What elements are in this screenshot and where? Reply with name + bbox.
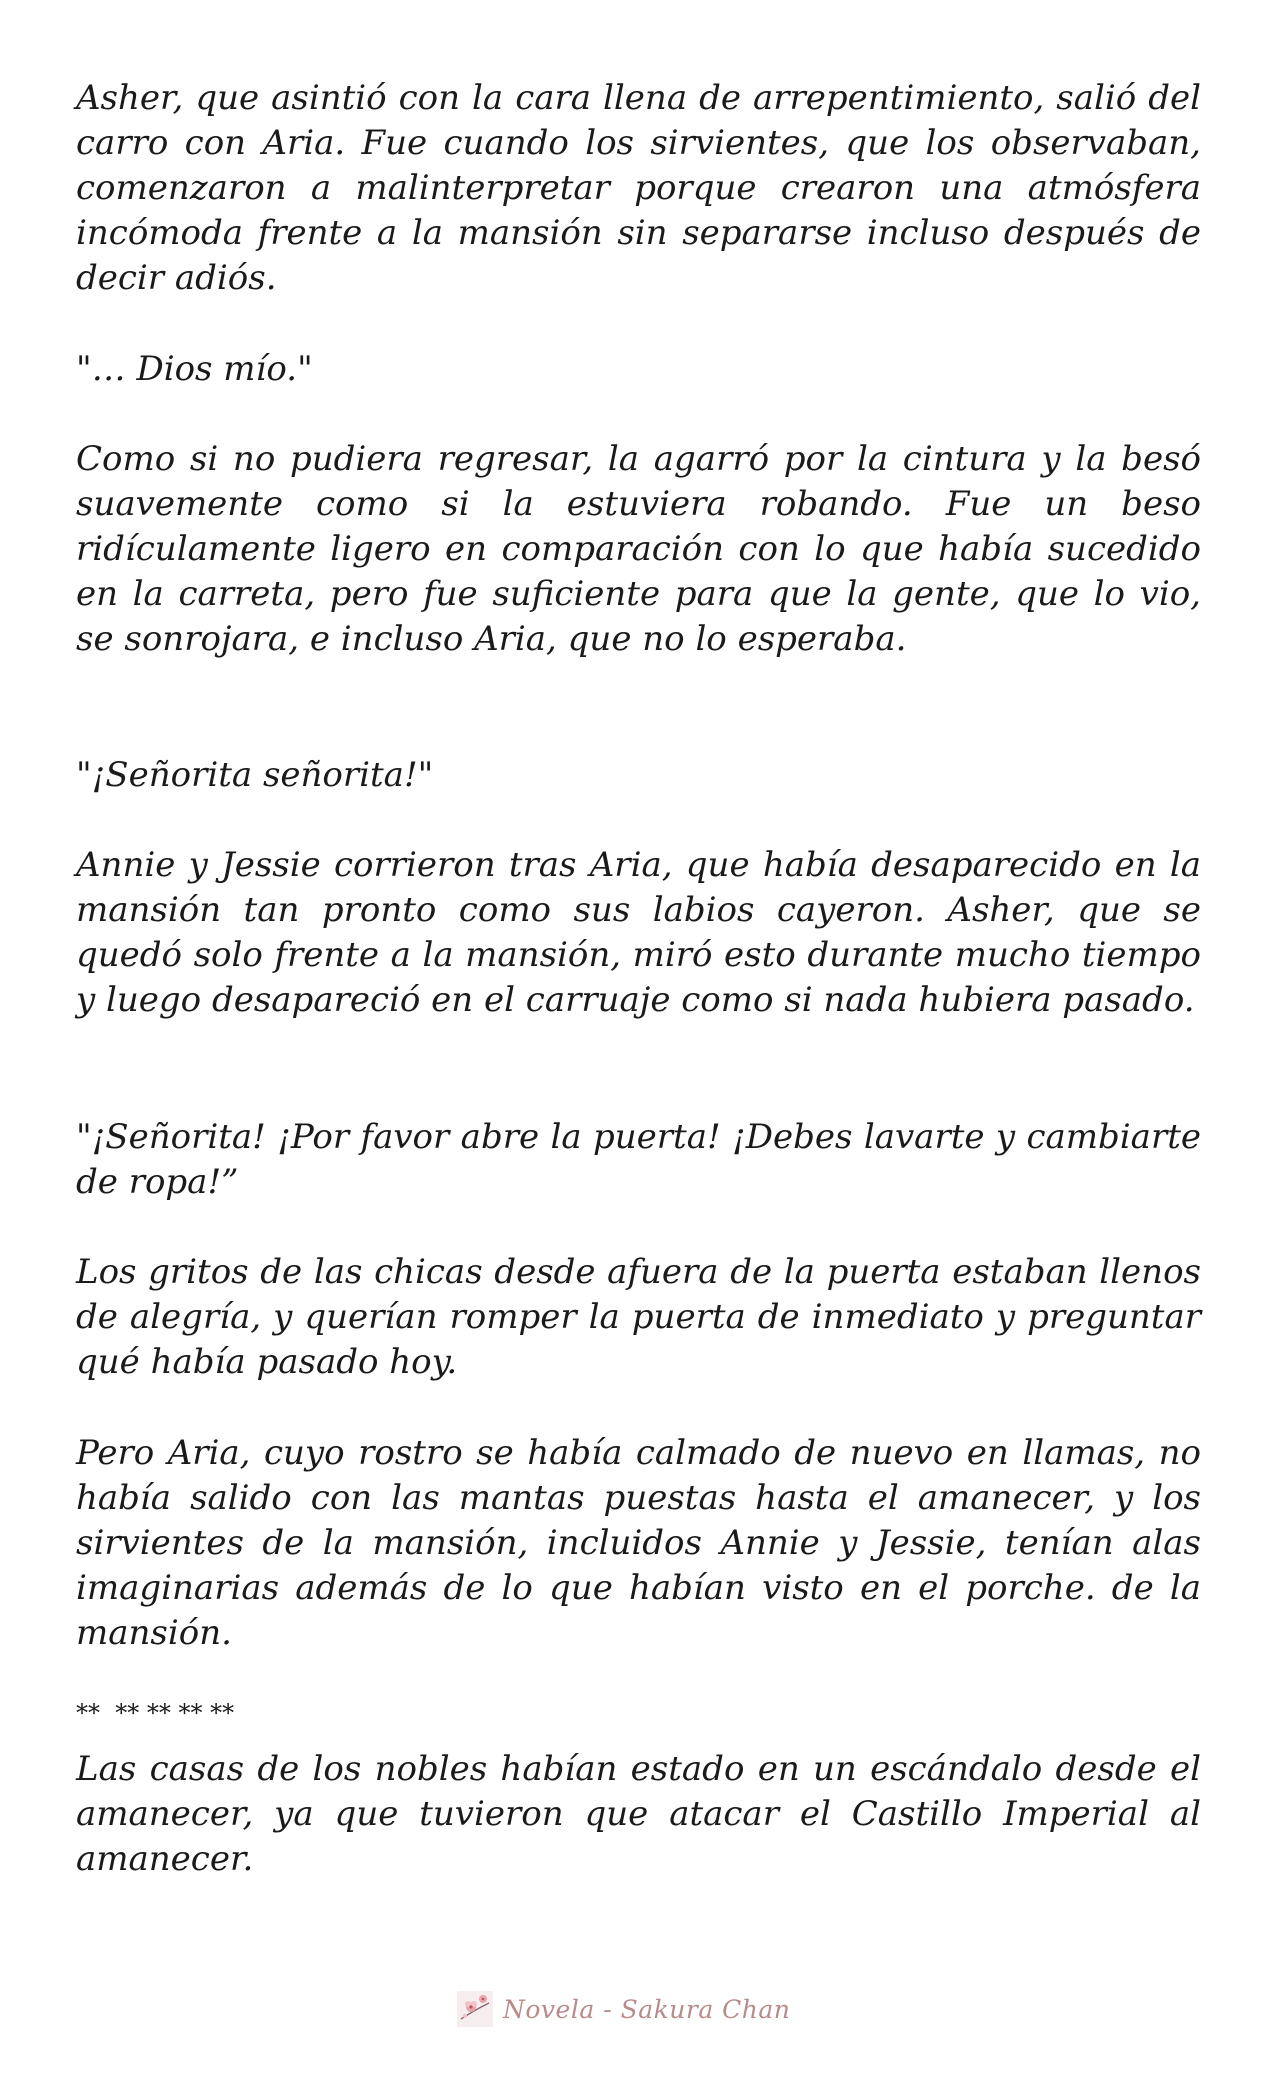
scene-separator: ** ** ** ** ** <box>76 1699 235 1727</box>
paragraph-3: Annie y Jessie corrieron tras Aria, que había desaparecido en la mansión tan pronto como sus labios cayeron. Asher, que se quedó solo frente a la mansión, miró esto durante mucho tiempo y luego desapareció en el carruaje como si nada hubiera pasado. <box>76 845 1201 1020</box>
dialogue-1: "… Dios mío." <box>76 349 313 389</box>
paragraph-4: Los gritos de las chicas desde afuera de la puerta estaban llenos de alegría, y querían romper la puerta de inmediato y preguntar qué había pasado hoy. <box>76 1252 1201 1382</box>
paragraph-1: Asher, que asintió con la cara llena de arrepentimiento, salió del carro con Aria. Fue cuando los sirvientes, que los observaban, comenzaron a malinterpretar porque crearon una atmósfera incómoda frente a la mansión sin separarse incluso después de decir adiós. <box>76 78 1201 298</box>
dialogue-3: "¡Señorita! ¡Por favor abre la puerta! ¡Debes lavarte y cambiarte de ropa!” <box>76 1117 1201 1202</box>
paragraph-6: Las casas de los nobles habían estado en un escándalo desde el amanecer, ya que tuvieron que atacar el Castillo Imperial al amanecer. <box>76 1749 1201 1879</box>
paragraph-2: Como si no pudiera regresar, la agarró por la cintura y la besó suavemente como si la estuviera robando. Fue un beso ridículamente ligero en comparación con lo que había sucedido en la carreta, pero fue suficiente para que la gente, que lo vio, se sonrojara, e incluso Aria, que no lo esperaba. <box>76 439 1201 659</box>
sakura-blossom-icon <box>455 1989 495 2029</box>
watermark-text: Novela - Sakura Chan <box>503 1994 791 2024</box>
watermark <box>455 1985 790 2033</box>
dialogue-2: "¡Señorita señorita!" <box>76 755 434 795</box>
paragraph-5: Pero Aria, cuyo rostro se había calmado de nuevo en llamas, no había salido con las mantas puestas hasta el amanecer, y los sirvientes de la mansión, incluidos Annie y Jessie, tenían alas imaginarias además de lo que habían visto en el porche. de la mansión. <box>76 1433 1201 1653</box>
